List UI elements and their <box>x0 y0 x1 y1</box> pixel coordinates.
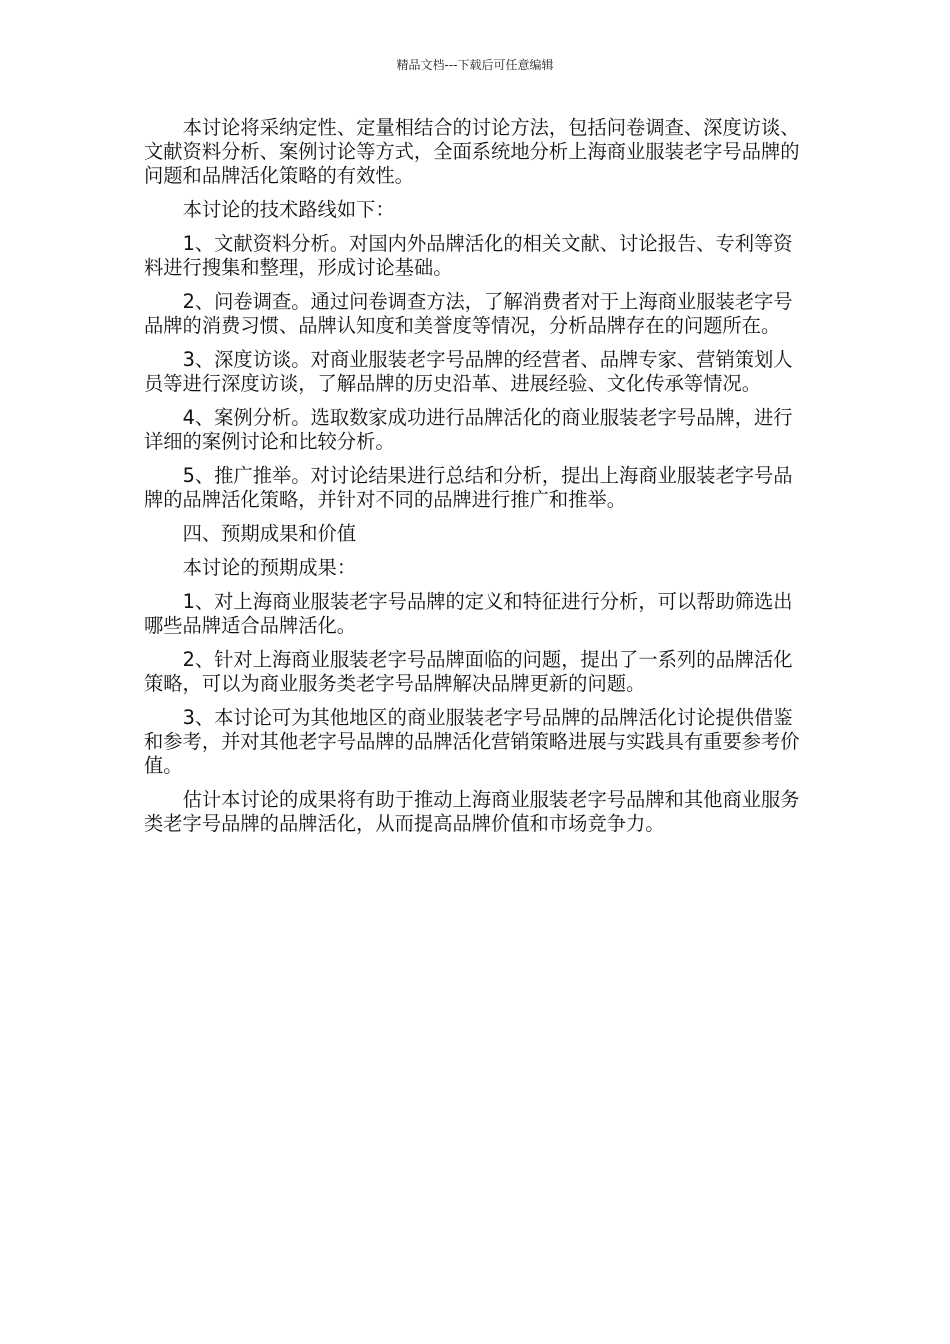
paragraph-step-case-analysis: 4、案例分析。选取数家成功进行品牌活化的商业服装老字号品牌，进行详细的案例讨论和比较分析。 <box>144 406 793 453</box>
paragraph-result-3: 3、本讨论可为其他地区的商业服装老字号品牌的品牌活化讨论提供借鉴和参考，并对其他老字号品牌的品牌活化营销策略进展与实践具有重要参考价值。 <box>144 706 800 777</box>
paragraph-methods-intro: 本讨论将采纳定性、定量相结合的讨论方法，包括问卷调查、深度访谈、文献资料分析、案例讨论等方式，全面系统地分析上海商业服装老字号品牌的问题和品牌活化策略的有效性。 <box>144 116 800 187</box>
paragraph-step-literature: 1、文献资料分析。对国内外品牌活化的相关文献、讨论报告、专利等资料进行搜集和整理，形成讨论基础。 <box>144 232 793 279</box>
section-heading-expected-results: 四、预期成果和价值 <box>182 522 357 545</box>
paragraph-step-interview: 3、深度访谈。对商业服装老字号品牌的经营者、品牌专家、营销策划人员等进行深度访谈，了解品牌的历史沿革、进展经验、文化传承等情况。 <box>144 348 793 395</box>
page-header: 精品文档---下载后可任意编辑 <box>396 58 554 72</box>
paragraph-expected-results-intro: 本讨论的预期成果： <box>182 556 357 579</box>
paragraph-conclusion: 估计本讨论的成果将有助于推动上海商业服装老字号品牌和其他商业服务类老字号品牌的品牌活化，从而提高品牌价值和市场竞争力。 <box>144 788 800 835</box>
paragraph-technical-route: 本讨论的技术路线如下： <box>182 198 395 221</box>
paragraph-result-2: 2、针对上海商业服装老字号品牌面临的问题，提出了一系列的品牌活化策略，可以为商业服务类老字号品牌解决品牌更新的问题。 <box>144 648 793 695</box>
document-body <box>144 116 808 846</box>
paragraph-step-promotion: 5、推广推举。对讨论结果进行总结和分析，提出上海商业服装老字号品牌的品牌活化策略，并针对不同的品牌进行推广和推举。 <box>144 464 793 511</box>
paragraph-step-questionnaire: 2、问卷调查。通过问卷调查方法，了解消费者对于上海商业服装老字号品牌的消费习惯、品牌认知度和美誉度等情况，分析品牌存在的问题所在。 <box>144 290 793 337</box>
paragraph-result-1: 1、对上海商业服装老字号品牌的定义和特征进行分析，可以帮助筛选出哪些品牌适合品牌活化。 <box>144 590 793 637</box>
